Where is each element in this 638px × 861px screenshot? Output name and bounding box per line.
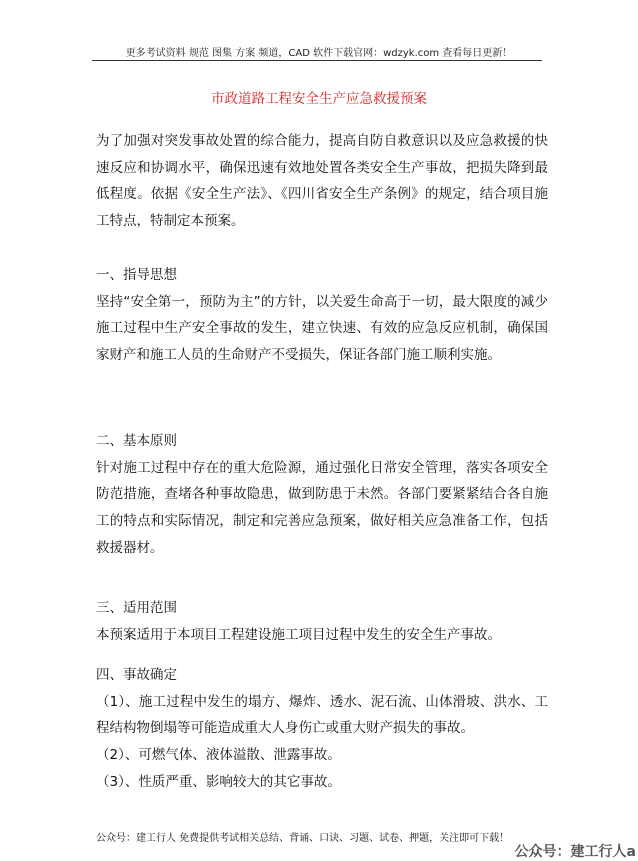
- footer-note: 公众号：建工行人 免费提供考试相关总结、背诵、口诀、习题、试卷、押题，关注即可下载！: [96, 833, 510, 844]
- intro-paragraph: 为了加强对突发事故处置的综合能力，提高自防自救意识以及应急救援的快速反应和协调水平，确保迅速有效地处置各类安全生产事故，把损失降到最低程度。依据《安全生产法》、《四川省安全生产条例》的规定，结合项目施工特点，特制定本预案。: [96, 133, 548, 230]
- section-paragraph: 本预案适用于本项目工程建设施工项目过程中发生的安全生产事故。: [96, 626, 501, 643]
- section-accident-definition: [96, 662, 548, 796]
- watermark: 公众号：建工行人a: [514, 844, 636, 860]
- list-item: （3）、性质严重、影响较大的其它事故。: [96, 773, 341, 790]
- section-basic-principles: [96, 428, 548, 562]
- document-title: 市政道路工程安全生产应急救援预案: [211, 91, 427, 107]
- section-paragraph: 针对施工过程中存在的重大危险源，通过强化日常安全管理，落实各项安全防范措施，查堵各种事故隐患，做到防患于未然。各部门要紧紧结合各自施工的特点和实际情况，制定和完善应急预案，做好相关应急准备工作，包括救援器材。: [96, 459, 548, 556]
- list-item: （2）、可燃气体、液体溢散、泄露事故。: [96, 747, 341, 764]
- section-heading: 二、基本原则: [96, 433, 177, 449]
- header-note: 更多考试资料 规范 图集 方案 频道，CAD 软件下载官网：wdzyk.com 查看每日更新！: [125, 48, 513, 59]
- header-divider: [92, 60, 542, 61]
- section-paragraph: 坚持“安全第一，预防为主”的方针，以关爱生命高于一切，最大限度的减少施工过程中生产安全事故的发生，建立快速、有效的应急反应机制，确保国家财产和施工人员的生命财产不受损失，保证各部门施工顺利实施。: [96, 293, 548, 364]
- section-scope: [96, 595, 548, 648]
- section-heading: 一、指导思想: [96, 267, 177, 283]
- intro-block: [96, 128, 548, 235]
- section-heading: 三、适用范围: [96, 600, 177, 616]
- list-item: （1）、施工过程中发生的塌方、爆炸、透水、泥石流、山体滑坡、洪水、工程结构物倒塌等可能造成重大人身伤亡或重大财产损失的事故。: [96, 693, 548, 737]
- section-guiding-ideology: [96, 262, 548, 369]
- section-heading: 四、事故确定: [96, 667, 177, 683]
